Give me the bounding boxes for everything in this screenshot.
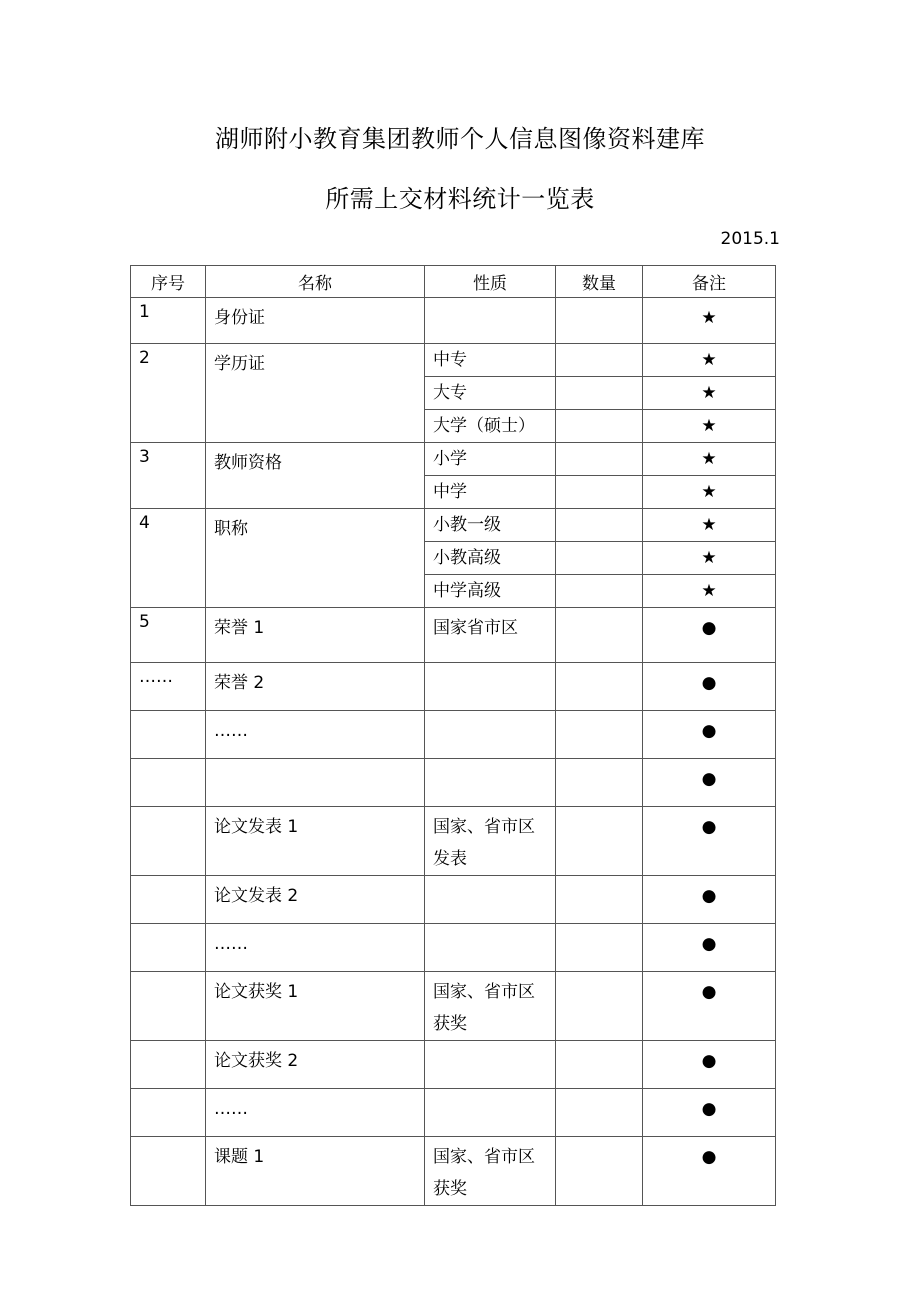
remark-mark: ● xyxy=(701,769,717,789)
cell-quantity xyxy=(556,1041,643,1089)
header-remark: 备注 xyxy=(643,266,776,298)
remark-mark: ● xyxy=(701,721,717,741)
cell-quantity xyxy=(556,608,643,663)
cell-remark xyxy=(643,1041,776,1089)
cell-nature xyxy=(425,711,556,759)
remark-mark: ● xyxy=(701,982,717,1002)
remark-mark: ● xyxy=(701,934,717,954)
cell-quantity xyxy=(556,759,643,807)
cell-remark xyxy=(643,663,776,711)
cell-quantity xyxy=(556,924,643,972)
cell-remark xyxy=(643,711,776,759)
table-row xyxy=(131,972,776,1041)
cell-name: …… xyxy=(206,711,425,759)
cell-quantity xyxy=(556,443,643,476)
cell-remark xyxy=(643,1137,776,1206)
cell-name: …… xyxy=(206,1089,425,1137)
cell-nature: 中学 xyxy=(425,476,556,509)
cell-remark xyxy=(643,608,776,663)
cell-no xyxy=(131,972,206,1041)
table-row xyxy=(131,608,776,663)
cell-quantity xyxy=(556,509,643,542)
cell-no xyxy=(131,1089,206,1137)
remark-mark: ● xyxy=(701,817,717,837)
cell-quantity xyxy=(556,575,643,608)
cell-remark xyxy=(643,542,776,575)
remark-mark: ★ xyxy=(701,482,717,502)
cell-remark xyxy=(643,924,776,972)
cell-no: 4 xyxy=(131,509,206,608)
cell-name: 论文获奖 2 xyxy=(206,1041,425,1089)
cell-nature: 大学（硕士） xyxy=(425,410,556,443)
cell-quantity xyxy=(556,711,643,759)
cell-name: 荣誉 2 xyxy=(206,663,425,711)
cell-name: 身份证 xyxy=(206,298,425,344)
cell-no xyxy=(131,924,206,972)
cell-quantity xyxy=(556,410,643,443)
table-body xyxy=(131,298,776,1206)
cell-no: …… xyxy=(131,663,206,711)
cell-name: 学历证 xyxy=(206,344,425,443)
cell-nature xyxy=(425,663,556,711)
cell-name: 论文发表 1 xyxy=(206,807,425,876)
remark-mark: ★ xyxy=(701,416,717,436)
cell-nature: 中专 xyxy=(425,344,556,377)
table-row xyxy=(131,924,776,972)
table-row xyxy=(131,298,776,344)
header-quantity: 数量 xyxy=(556,266,643,298)
remark-mark: ★ xyxy=(701,350,717,370)
cell-nature: 国家省市区 xyxy=(425,608,556,663)
table-row xyxy=(131,344,776,377)
cell-no xyxy=(131,759,206,807)
cell-remark xyxy=(643,509,776,542)
cell-no: 5 xyxy=(131,608,206,663)
cell-quantity xyxy=(556,344,643,377)
cell-quantity xyxy=(556,1089,643,1137)
cell-nature xyxy=(425,298,556,344)
cell-nature: 国家、省市区获奖 xyxy=(425,1137,556,1206)
cell-remark xyxy=(643,298,776,344)
remark-mark: ● xyxy=(701,618,717,638)
cell-remark xyxy=(643,377,776,410)
cell-quantity xyxy=(556,876,643,924)
table-row xyxy=(131,663,776,711)
remark-mark: ● xyxy=(701,886,717,906)
doc-title-line1: 湖师附小教育集团教师个人信息图像资料建库 xyxy=(215,125,705,153)
table-row xyxy=(131,1089,776,1137)
cell-quantity xyxy=(556,972,643,1041)
table-row xyxy=(131,1041,776,1089)
cell-name: 职称 xyxy=(206,509,425,608)
cell-name: 论文获奖 1 xyxy=(206,972,425,1041)
cell-nature xyxy=(425,759,556,807)
cell-nature: 小教高级 xyxy=(425,542,556,575)
cell-remark xyxy=(643,1089,776,1137)
cell-nature: 小学 xyxy=(425,443,556,476)
cell-remark xyxy=(643,443,776,476)
cell-remark xyxy=(643,344,776,377)
remark-mark: ● xyxy=(701,1099,717,1119)
remark-mark: ● xyxy=(701,1147,717,1167)
cell-no xyxy=(131,1137,206,1206)
cell-nature: 国家、省市区发表 xyxy=(425,807,556,876)
cell-no xyxy=(131,876,206,924)
cell-no xyxy=(131,711,206,759)
remark-mark: ★ xyxy=(701,308,717,328)
cell-remark xyxy=(643,972,776,1041)
table-row xyxy=(131,807,776,876)
table-row xyxy=(131,759,776,807)
cell-name: 荣誉 1 xyxy=(206,608,425,663)
cell-no xyxy=(131,1041,206,1089)
header-name: 名称 xyxy=(206,266,425,298)
cell-remark xyxy=(643,575,776,608)
cell-nature: 大专 xyxy=(425,377,556,410)
doc-date: 2015.1 xyxy=(720,229,780,249)
cell-name: 课题 1 xyxy=(206,1137,425,1206)
cell-no xyxy=(131,807,206,876)
table-row xyxy=(131,443,776,476)
cell-name: 论文发表 2 xyxy=(206,876,425,924)
cell-quantity xyxy=(556,663,643,711)
cell-name xyxy=(206,759,425,807)
cell-nature xyxy=(425,1041,556,1089)
table-row xyxy=(131,509,776,542)
remark-mark: ★ xyxy=(701,383,717,403)
materials-table xyxy=(130,265,776,1206)
header-nature: 性质 xyxy=(425,266,556,298)
cell-nature: 中学高级 xyxy=(425,575,556,608)
cell-remark xyxy=(643,410,776,443)
cell-quantity xyxy=(556,377,643,410)
cell-no: 3 xyxy=(131,443,206,509)
remark-mark: ● xyxy=(701,1051,717,1071)
cell-name: …… xyxy=(206,924,425,972)
cell-nature xyxy=(425,924,556,972)
cell-quantity xyxy=(556,476,643,509)
header-no: 序号 xyxy=(131,266,206,298)
cell-no: 2 xyxy=(131,344,206,443)
cell-nature xyxy=(425,1089,556,1137)
cell-quantity xyxy=(556,807,643,876)
remark-mark: ★ xyxy=(701,548,717,568)
remark-mark: ★ xyxy=(701,581,717,601)
table-header-row xyxy=(131,266,776,298)
cell-nature: 国家、省市区获奖 xyxy=(425,972,556,1041)
table-row xyxy=(131,1137,776,1206)
cell-name: 教师资格 xyxy=(206,443,425,509)
table-row xyxy=(131,711,776,759)
cell-remark xyxy=(643,807,776,876)
cell-quantity xyxy=(556,542,643,575)
cell-nature: 小教一级 xyxy=(425,509,556,542)
cell-remark xyxy=(643,759,776,807)
remark-mark: ★ xyxy=(701,449,717,469)
doc-title-line2: 所需上交材料统计一览表 xyxy=(325,185,595,213)
cell-quantity xyxy=(556,1137,643,1206)
cell-quantity xyxy=(556,298,643,344)
cell-remark xyxy=(643,876,776,924)
remark-mark: ★ xyxy=(701,515,717,535)
cell-remark xyxy=(643,476,776,509)
remark-mark: ● xyxy=(701,673,717,693)
cell-no: 1 xyxy=(131,298,206,344)
cell-nature xyxy=(425,876,556,924)
table-row xyxy=(131,876,776,924)
